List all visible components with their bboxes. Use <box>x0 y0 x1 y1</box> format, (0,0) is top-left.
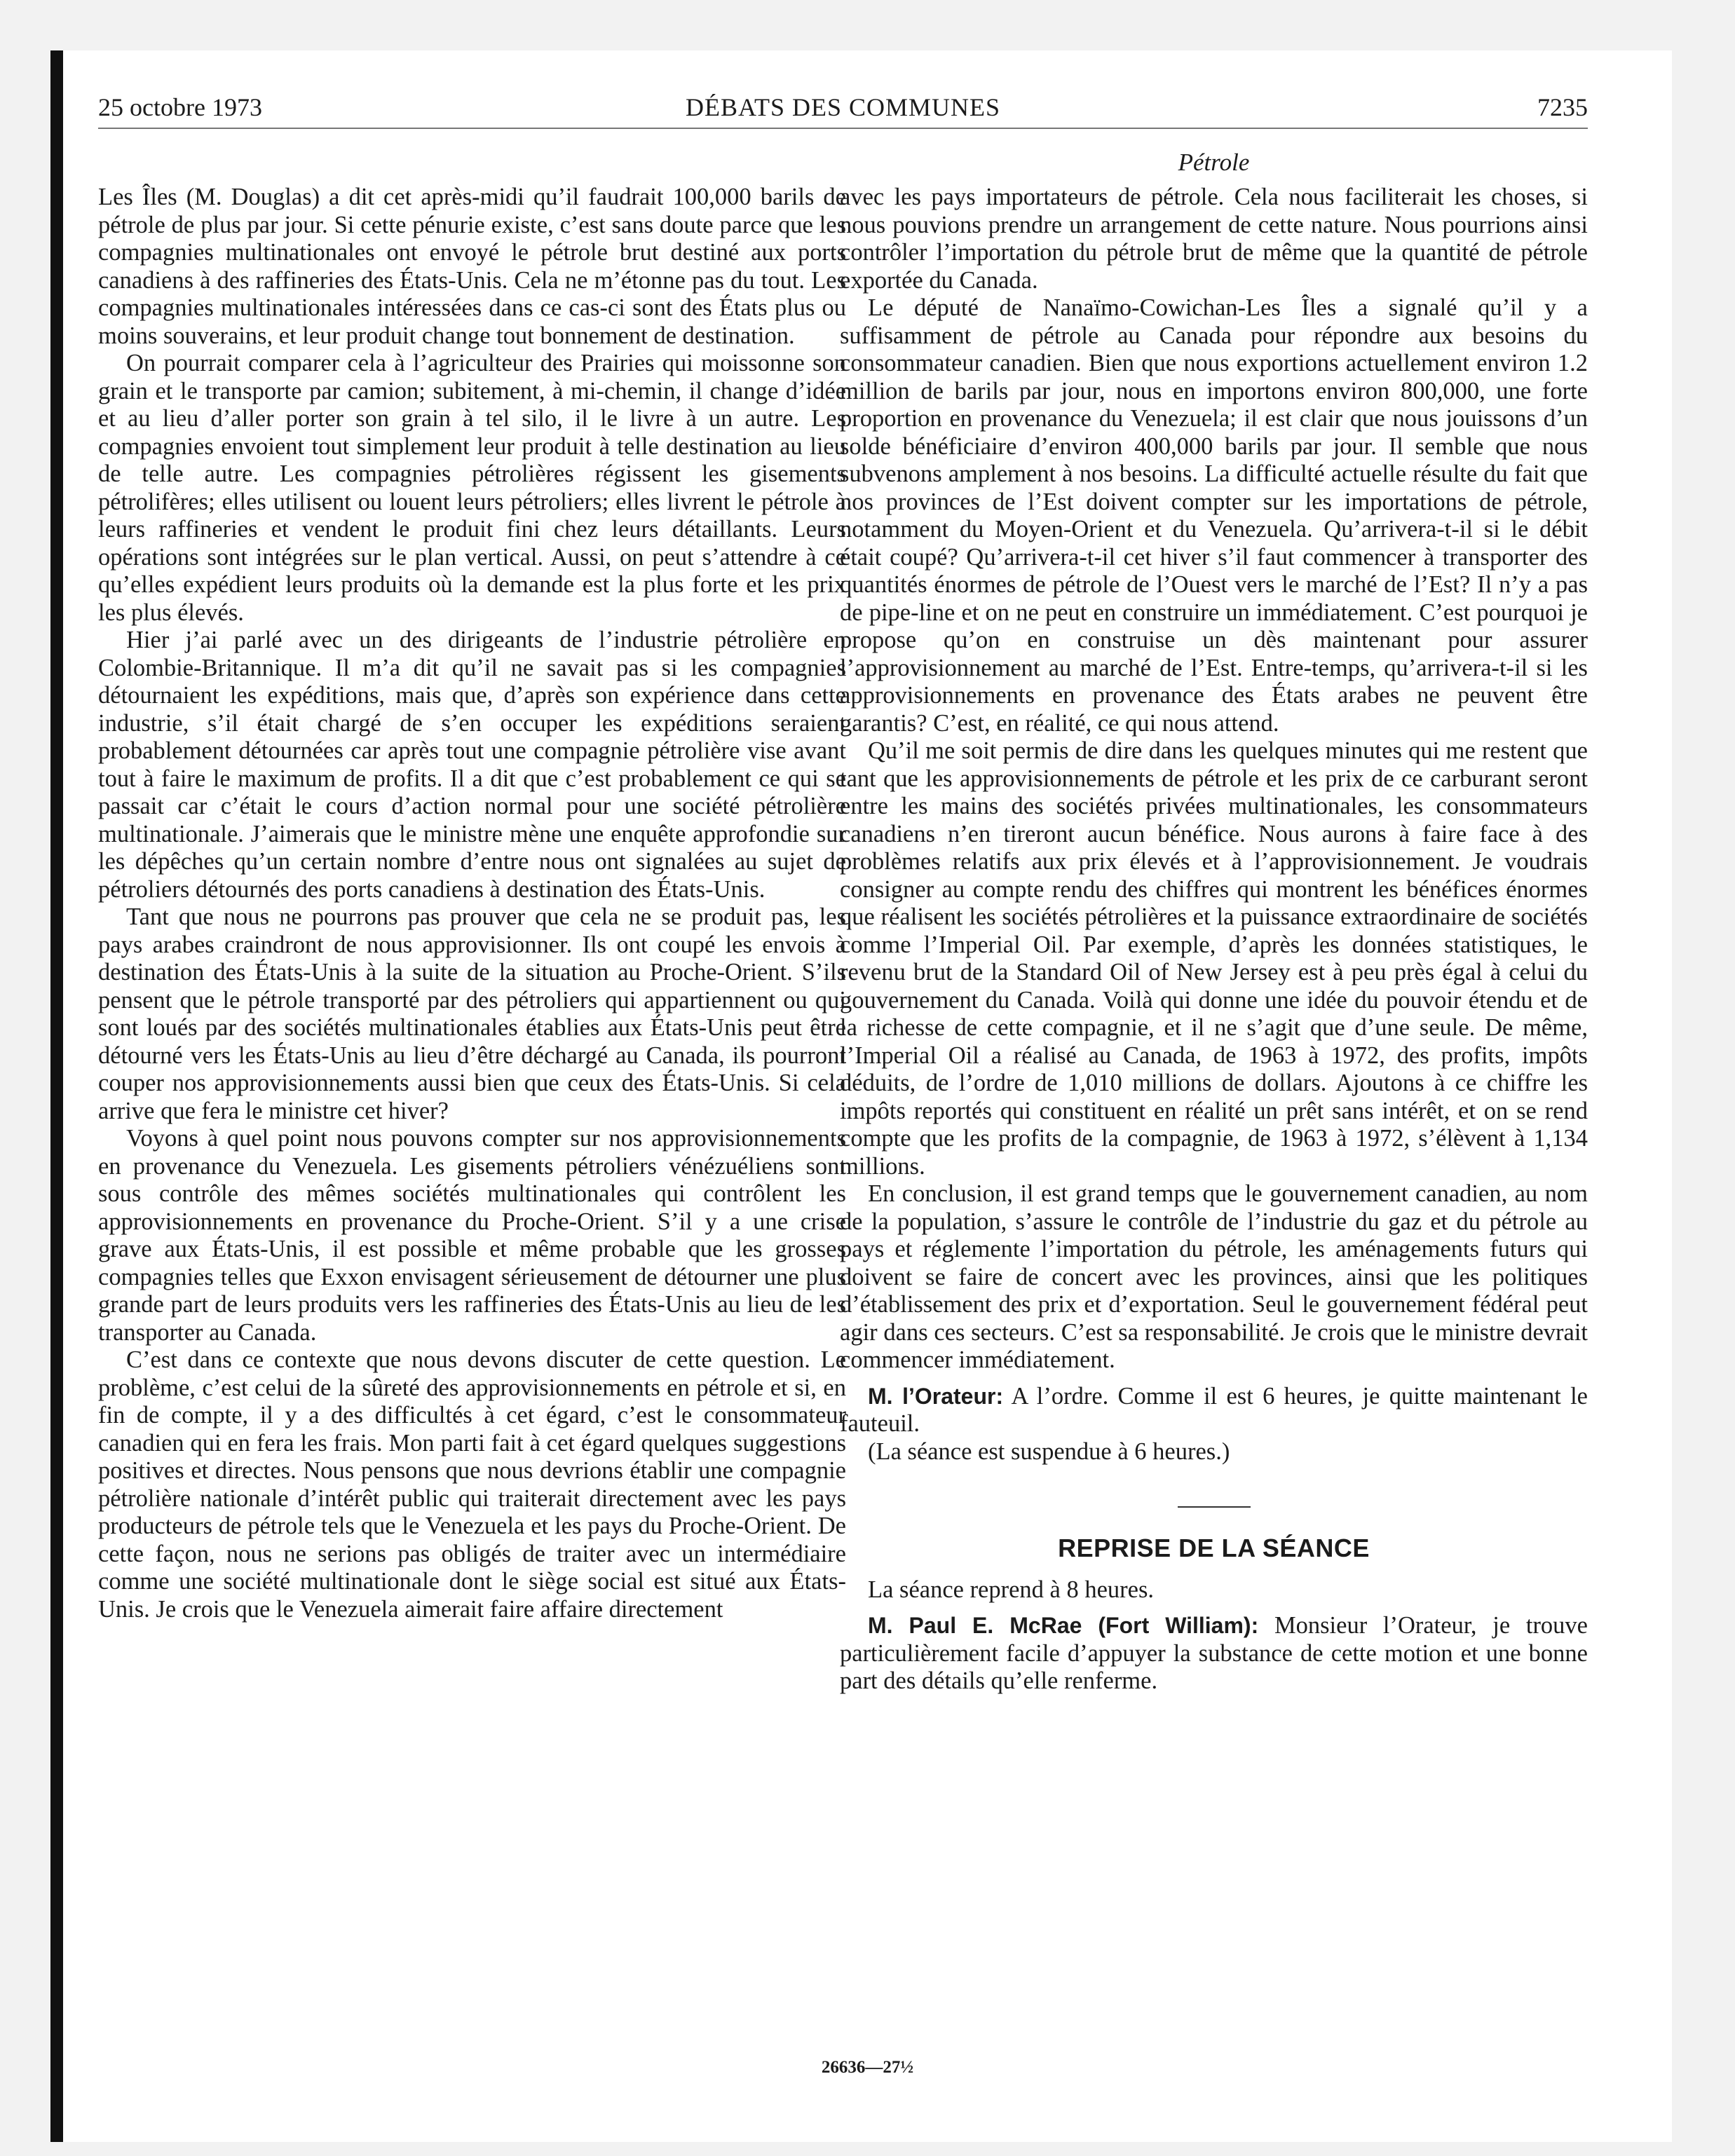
section-heading: REPRISE DE LA SÉANCE <box>1058 1534 1370 1562</box>
paragraph: avec les pays importateurs de pétrole. Cela nous faciliterait les choses, si nous pouvions prendre un arrangement de cette nature. Nous pourrions ainsi contrôler l’importation du pétrole brut de même que la quantité de pétrole exportée du Canada. <box>840 184 1588 294</box>
speaker-name: M. l’Orateur: <box>868 1383 1004 1409</box>
header-date: 25 octobre 1973 <box>98 93 262 121</box>
speaker-text: Monsieur l’Orateur, je trouve particulièrement facile d’appuyer la substance de cette motion et une bonne part des détails qu’elle renferme. <box>840 1612 1588 1694</box>
suspension-note: (La séance est suspendue à 6 heures.) <box>868 1438 1230 1465</box>
paragraph: Qu’il me soit permis de dire dans les quelques minutes qui me restent que tant que les approvisionnements de pétrole et les prix de ce carburant seront entre les mains des sociétés privées multinationales, les consommateurs canadiens n’en tireront aucun bénéfice. Nous aurons à faire face à des problèmes relatifs aux prix élevés et à l’approvisionnement. Je voudrais consigner au compte rendu des chiffres qui montrent les bénéfices énormes que réalisent les sociétés pétrolières et la puissance extraordinaire de sociétés comme l’Imperial Oil. Par exemple, d’après les données statistiques, le revenu brut de la Standard Oil of New Jersey est à peu près égal à celui du gouvernement du Canada. Voilà qui donne une idée du pouvoir étendu et de la richesse de cette compagnie, et il ne s’agit que d’une seule. De même, l’Imperial Oil a réalisé au Canada, de 1963 à 1972, des profits, impôts déduits, de l’ordre de 1,010 millions de dollars. Ajoutons à ce chiffre les impôts reportés qui constituent en réalité un prêt sans intérêt, et on se rend compte que les profits de la compagnie, de 1963 à 1972, s’élèvent à 1,134 millions. <box>840 737 1588 1180</box>
paragraph: En conclusion, il est grand temps que le gouvernement canadien, au nom de la population, s’assure le contrôle de l’industrie du gaz et du pétrole au pays et réglemente l’importation du pétrole, les aménagements futurs qui doivent se faire de concert avec les provinces, ainsi que les politiques d’établissement des prix et d’exportation. Seul le gouvernement fédéral peut agir dans ces secteurs. C’est sa responsabilité. Je crois que le ministre devrait commencer immédiatement. <box>840 1180 1588 1373</box>
header-title: DÉBATS DES COMMUNES <box>685 93 1001 121</box>
header-rule <box>98 128 1588 129</box>
speaker-paragraph <box>840 1383 1588 1438</box>
paragraph: Le député de Nanaïmo-Cowichan-Les Îles a signalé qu’il y a suffisamment de pétrole au Canada pour répondre aux besoins du consommateur canadien. Bien que nous exportions actuellement environ 1.2 million de barils par jour, nous en importons environ 800,000, une forte proportion en provenance du Venezuela; il est clair que nous jouissons d’un solde bénéficiaire d’environ 400,000 barils par jour. Il semble que nous subvenons amplement à nos besoins. La difficulté actuelle résulte du fait que nos provinces de l’Est doivent compter sur les importations de pétrole, notamment du Moyen-Orient et du Venezuela. Qu’arrivera-t-il si le débit était coupé? Qu’arrivera-t-il cet hiver s’il faut commencer à transporter des quantités énormes de pétrole de l’Ouest vers le marché de l’Est? Il n’y a pas de pipe-line et on ne peut en construire un immédiatement. C’est pourquoi je propose qu’on en construise un dès maintenant pour assurer l’approvisionnement au marché de l’Est. Entre-temps, qu’arrivera-t-il si les approvisionnements en provenance des États arabes ne peuvent être garantis? C’est, en réalité, ce qui nous attend. <box>840 294 1588 737</box>
page-footer: 26636—27½ <box>821 2058 914 2077</box>
left-column <box>98 184 846 1978</box>
paragraph: Tant que nous ne pourrons pas prouver que cela ne se produit pas, les pays arabes craindront de nous approvisionner. Ils ont coupé les envois à destination des États-Unis à la suite de la situation au Proche-Orient. S’ils pensent que le pétrole transporté par des pétroliers qui appartiennent ou qui sont loués par des sociétés multinationales établies aux États-Unis peut être détourné vers les États-Unis au lieu d’être déchargé au Canada, ils pourront couper nos approvisionnements aussi bien que ceux des États-Unis. Si cela arrive que fera le ministre cet hiver? <box>98 903 846 1124</box>
speaker-name: M. Paul E. McRae (Fort William): <box>868 1613 1259 1638</box>
resume-note: La séance reprend à 8 heures. <box>868 1576 1155 1603</box>
header-page-number: 7235 <box>1537 93 1588 121</box>
speaker-text: A l’ordre. Comme il est 6 heures, je quitte maintenant le fauteuil. <box>840 1382 1588 1437</box>
paragraph: On pourrait comparer cela à l’agriculteur des Prairies qui moissonne son grain et le transporte par camion; subitement, à mi-chemin, il change d’idée et au lieu d’aller porter son grain à tel silo, il le livre à un autre. Les compagnies envoient tout simplement leur produit à telle destination au lieu de telle autre. Les compagnies pétrolières régissent les gisements pétrolifères; elles utilisent ou louent leurs pétroliers; elles livrent le pétrole à leurs raffineries et vendent le produit fini chez leurs détaillants. Leurs opérations sont intégrées sur le plan vertical. Aussi, on peut s’attendre à ce qu’elles expédient leurs produits où la demande est la plus forte et les prix les plus élevés. <box>98 350 846 626</box>
scan-edge <box>50 50 63 2142</box>
right-column <box>840 184 1588 1978</box>
section-divider <box>1178 1506 1251 1508</box>
paragraph: Voyons à quel point nous pouvons compter sur nos approvisionnements en provenance du Venezuela. Les gisements pétroliers vénézuéliens sont sous contrôle des mêmes sociétés multinationales qui contrôlent les approvisionnements en provenance du Proche-Orient. S’il y a une crise grave aux États-Unis, il est possible et même probable que les grosses compagnies telles que Exxon envisagent sérieusement de détourner une plus grande part de leurs produits vers les raffineries des États-Unis au lieu de les transporter au Canada. <box>98 1125 846 1346</box>
paragraph: Hier j’ai parlé avec un des dirigeants de l’industrie pétrolière en Colombie-Britannique. Il m’a dit qu’il ne savait pas si les compagnies détournaient les expéditions, mais que, d’après son expérience dans cette industrie, s’il était chargé de s’en occuper les expéditions seraient probablement détournées car après tout une compagnie pétrolière vise avant tout à faire le maximum de profits. Il a dit que c’est probablement ce qui se passait car c’était le cours d’action normal pour une société pétrolière multinationale. J’aimerais que le ministre mène une enquête approfondie sur les dépêches qu’un certain nombre d’entre nous ont signalées au sujet de pétroliers détournés des ports canadiens à destination des États-Unis. <box>98 627 846 903</box>
speaker-paragraph <box>840 1612 1588 1696</box>
paragraph: Les Îles (M. Douglas) a dit cet après-midi qu’il faudrait 100,000 barils de pétrole de plus par jour. Si cette pénurie existe, c’est sans doute parce que les compagnies multinationales ont envoyé le pétrole brut destiné aux ports canadiens à des raffineries des États-Unis. Cela ne m’étonne pas du tout. Les compagnies multinationales intéressées dans ce cas-ci sont des États plus ou moins souverains, et leur produit change tout bonnement de destination. <box>98 184 846 349</box>
page-header <box>98 93 1588 135</box>
paragraph: C’est dans ce contexte que nous devons discuter de cette question. Le problème, c’est celui de la sûreté des approvisionnements en pétrole et si, en fin de compte, il y a des difficultés à cet égard, c’est le consommateur canadien qui en fera les frais. Mon parti fait à cet égard quelques suggestions positives et directes. Nous pensons que nous devrions établir une compagnie pétrolière nationale d’intérêt public qui traiterait directement avec les pays producteurs de pétrole tels que le Venezuela et les pays du Proche-Orient. De cette façon, nous ne serions pas obligés de traiter avec un intermédiaire comme une société multinationale dont le siège social est situé aux États-Unis. Je crois que le Venezuela aimerait faire affaire directement <box>98 1346 846 1623</box>
section-title: Pétrole <box>1178 149 1250 176</box>
